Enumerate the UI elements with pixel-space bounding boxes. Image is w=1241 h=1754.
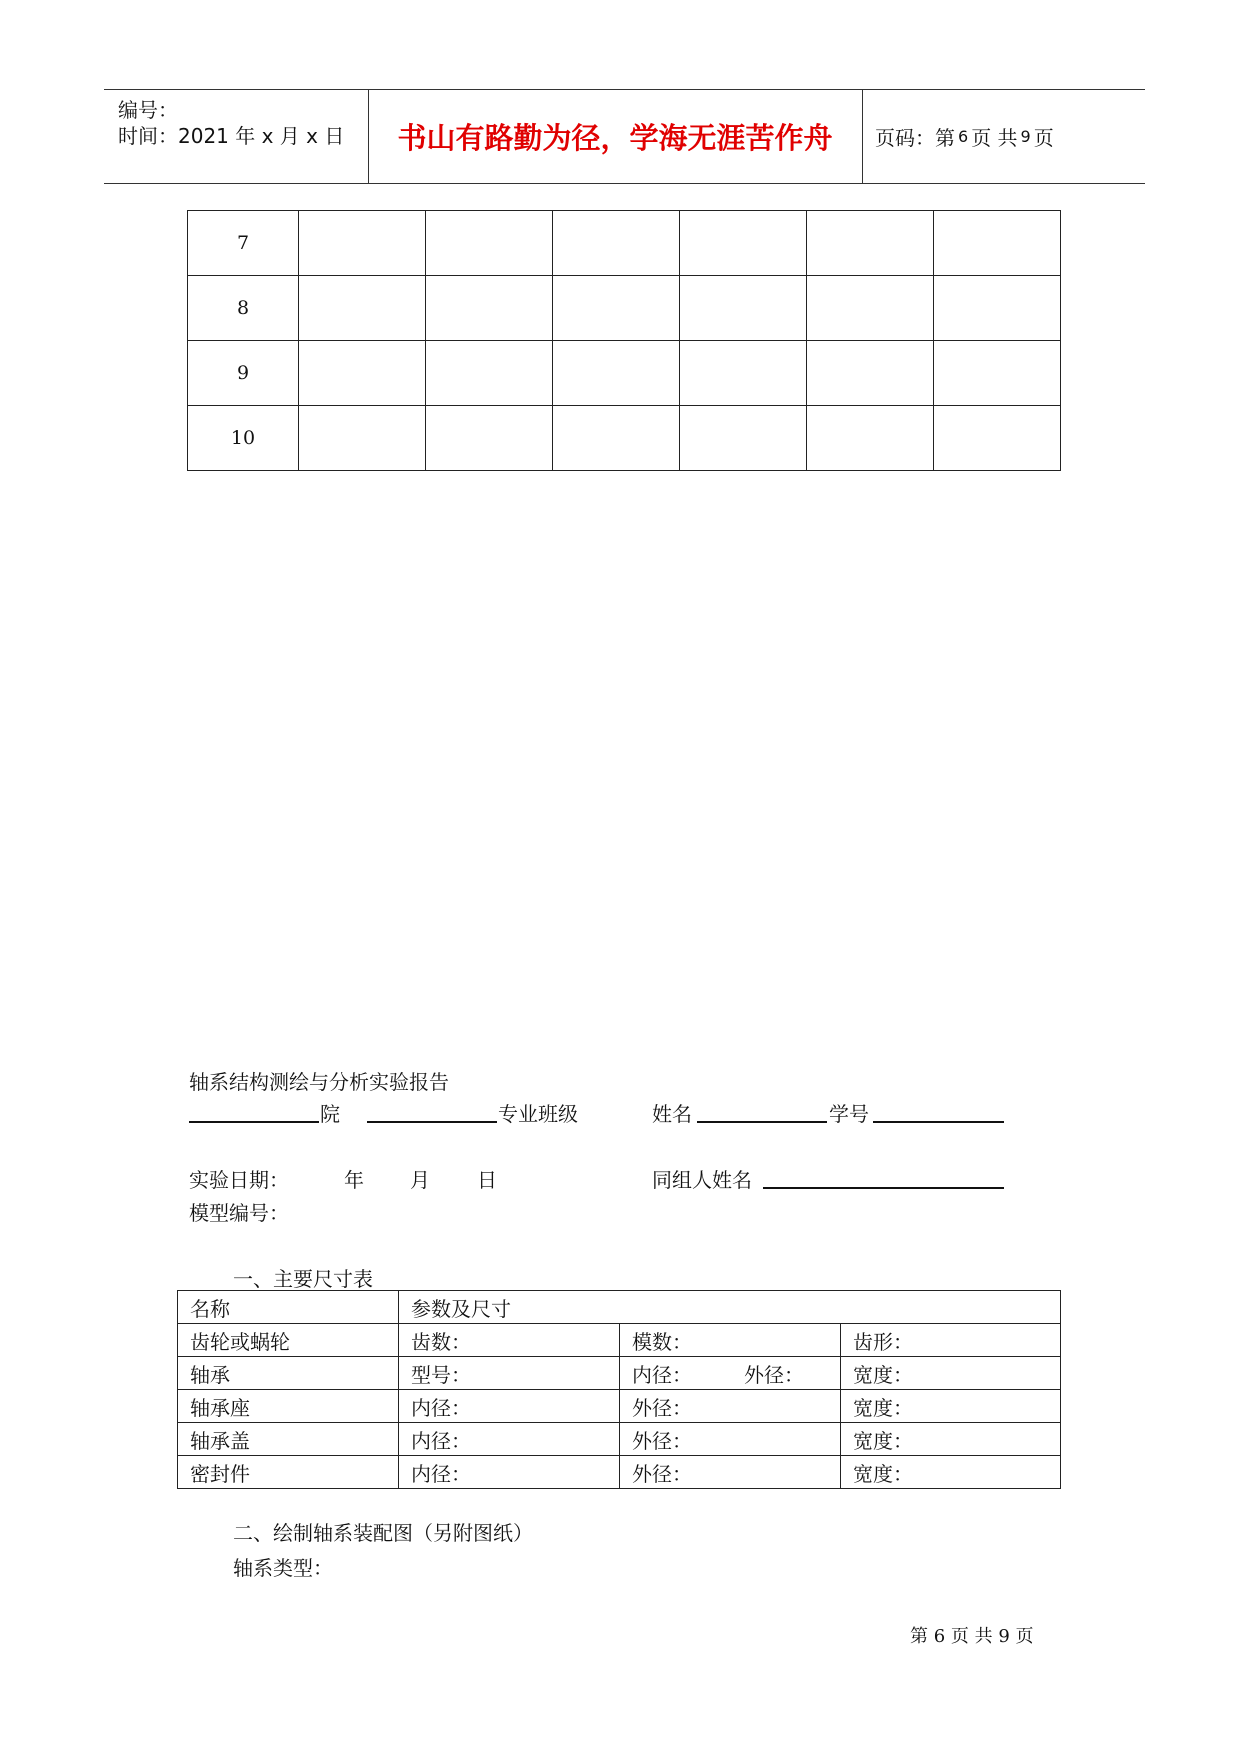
row-index: 7 <box>188 211 299 276</box>
table-cell <box>553 406 680 471</box>
report-title: 轴系结构测绘与分析实验报告 <box>189 1070 449 1094</box>
partner-blank <box>763 1187 1004 1189</box>
cell-param-1: 内径： <box>399 1456 620 1489</box>
page-prefix: 页码：第 <box>875 126 955 150</box>
major-blank <box>367 1121 497 1123</box>
cell-param-1: 内径： <box>399 1423 620 1456</box>
table-cell <box>807 406 934 471</box>
row-index: 9 <box>188 341 299 406</box>
section2-title: 二、绘制轴系装配图（另附图纸） <box>233 1521 533 1545</box>
table-cell <box>426 406 553 471</box>
table-cell <box>426 276 553 341</box>
doc-time-label: 时间：2021 年 x 月 x 日 <box>118 124 345 148</box>
cell-param-3: 宽度： <box>841 1423 1061 1456</box>
row-name: 轴承 <box>178 1357 399 1390</box>
table-cell <box>934 406 1061 471</box>
model-number-label: 模型编号： <box>189 1201 289 1225</box>
table-cell <box>807 276 934 341</box>
table-row <box>178 1390 1061 1423</box>
header-page-number <box>875 90 1054 183</box>
header-meta <box>104 90 369 183</box>
name-blank <box>697 1121 827 1123</box>
student-id-label: 学号 <box>829 1102 869 1126</box>
header-motto: 书山有路勤为径，学海无涯苦作舟 <box>368 90 863 183</box>
row-index: 8 <box>188 276 299 341</box>
table-cell <box>934 276 1061 341</box>
name-label: 姓名 <box>652 1102 692 1126</box>
table-cell <box>426 211 553 276</box>
cell-param-2b-label: 外径： <box>744 1362 804 1387</box>
page-mid: 页 共 <box>971 126 1018 150</box>
row-name: 密封件 <box>178 1456 399 1489</box>
section1-title: 一、主要尺寸表 <box>233 1267 373 1291</box>
day-label: 日 <box>477 1168 497 1192</box>
table-cell <box>934 211 1061 276</box>
cell-param-2-label: 模数： <box>632 1329 692 1354</box>
table-header-row <box>178 1291 1061 1324</box>
table-cell <box>807 341 934 406</box>
row-name: 齿轮或蜗轮 <box>178 1324 399 1357</box>
dimension-table <box>177 1290 1061 1489</box>
student-id-blank <box>873 1121 1004 1123</box>
page-footer: 第 6 页 共 9 页 <box>910 1626 1034 1647</box>
table-cell <box>299 406 426 471</box>
table-cell <box>299 341 426 406</box>
cell-param-2 <box>620 1324 841 1357</box>
doc-number-label: 编号： <box>118 98 178 122</box>
cell-param-1: 型号： <box>399 1357 620 1390</box>
cell-param-2: 外径： <box>620 1390 841 1423</box>
row-name: 轴承盖 <box>178 1423 399 1456</box>
table-cell <box>934 341 1061 406</box>
cell-param-3: 宽度： <box>841 1357 1061 1390</box>
partner-label: 同组人姓名 <box>652 1168 752 1192</box>
cell-param-1: 齿数： <box>399 1324 620 1357</box>
page-header <box>104 89 1145 184</box>
page-suffix: 页 <box>1033 126 1054 150</box>
cell-param-2: 外径： <box>620 1456 841 1489</box>
table-cell <box>680 341 807 406</box>
table-cell <box>299 276 426 341</box>
major-class-label: 专业班级 <box>498 1102 578 1126</box>
shaft-type-label: 轴系类型： <box>233 1556 333 1580</box>
table-row <box>188 406 1061 471</box>
table-row <box>178 1456 1061 1489</box>
college-label: 院 <box>320 1102 340 1126</box>
table-cell <box>553 276 680 341</box>
col-header-params: 参数及尺寸 <box>399 1291 1061 1324</box>
table-cell <box>553 341 680 406</box>
row-name: 轴承座 <box>178 1390 399 1423</box>
college-blank <box>189 1121 319 1123</box>
cell-param-1: 内径： <box>399 1390 620 1423</box>
table-cell <box>553 211 680 276</box>
cell-param-3: 宽度： <box>841 1456 1061 1489</box>
table-row <box>188 276 1061 341</box>
row-index: 10 <box>188 406 299 471</box>
cell-param-2-label: 内径： <box>632 1362 692 1387</box>
table-cell <box>680 211 807 276</box>
table-cell <box>807 211 934 276</box>
table-cell <box>426 341 553 406</box>
page-total: 9 <box>1020 127 1031 146</box>
cell-param-2: 外径： <box>620 1423 841 1456</box>
cell-param-2 <box>620 1357 841 1390</box>
table-cell <box>680 406 807 471</box>
cell-param-3: 宽度： <box>841 1390 1061 1423</box>
table-cell <box>299 211 426 276</box>
table-row <box>178 1357 1061 1390</box>
month-label: 月 <box>410 1168 430 1192</box>
col-header-name: 名称 <box>178 1291 399 1324</box>
table-cell <box>680 276 807 341</box>
table-row <box>178 1423 1061 1456</box>
table-row <box>188 341 1061 406</box>
table-row <box>178 1324 1061 1357</box>
table-row <box>188 211 1061 276</box>
date-label: 实验日期： <box>189 1168 289 1192</box>
data-table-continued <box>187 210 1061 471</box>
year-label: 年 <box>344 1168 364 1192</box>
page-current: 6 <box>958 127 969 146</box>
cell-param-3: 齿形： <box>841 1324 1061 1357</box>
